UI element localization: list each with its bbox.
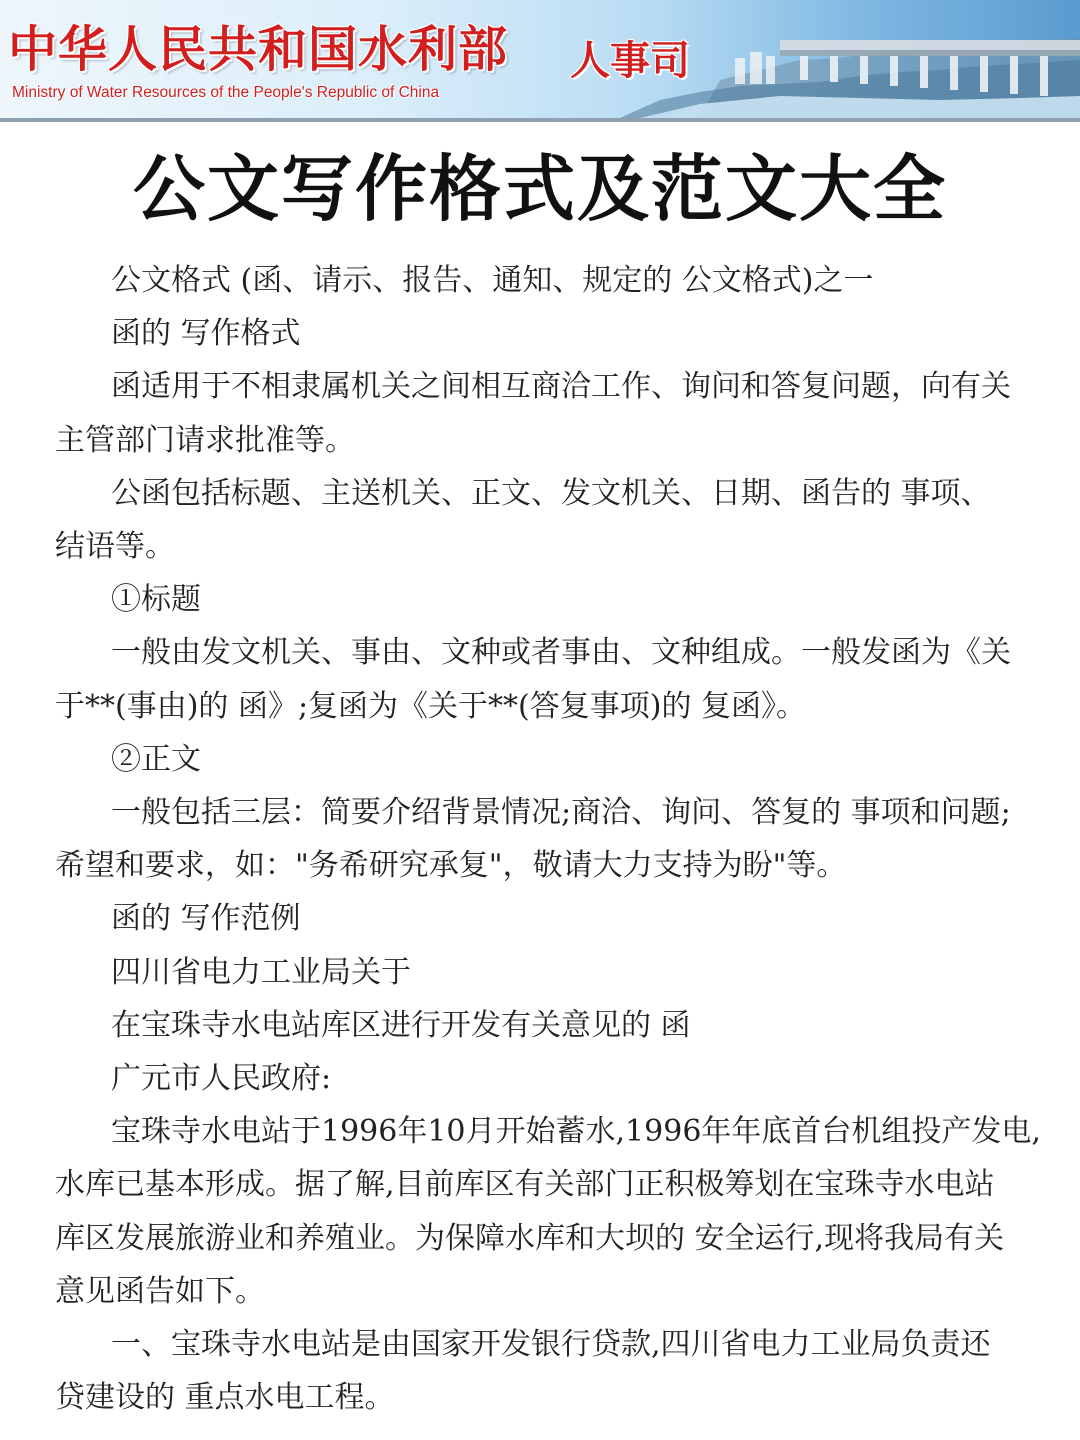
text-line: 在宝珠寺水电站库区进行开发有关意见的 函 — [111, 1007, 691, 1043]
paragraph — [55, 573, 1030, 626]
text-line: 主管部门请求批准等。 — [55, 422, 355, 458]
paragraph — [55, 1318, 1030, 1424]
text-line: ①标题 — [111, 582, 201, 618]
ministry-name-en: Ministry of Water Resources of the People's Republic of China — [12, 84, 440, 101]
text-line: 贷建设的 重点水电工程。 — [55, 1380, 395, 1416]
paragraph — [55, 892, 1030, 945]
paragraph — [55, 1105, 1041, 1318]
text-line: 广元市人民政府: — [111, 1061, 332, 1097]
paragraph — [55, 733, 1030, 786]
text-line: 一、宝珠寺水电站是由国家开发银行贷款,四川省电力工业局负责还 — [111, 1327, 991, 1363]
text-line: 公函包括标题、主送机关、正文、发文机关、日期、函告的 事项、 — [111, 475, 991, 511]
paragraph — [55, 307, 1030, 360]
paragraph — [55, 946, 1030, 999]
text-line: ②正文 — [111, 741, 201, 777]
header-banner — [0, 0, 1080, 122]
ministry-name-cn: 中华人民共和国水利部 — [8, 21, 509, 78]
paragraph — [55, 1052, 1030, 1105]
paragraph — [55, 360, 1030, 466]
paragraph — [55, 626, 1030, 732]
department-name: 人事司 — [570, 38, 690, 84]
text-line: 四川省电力工业局关于 — [111, 954, 411, 990]
text-line: 宝珠寺水电站于1996年10月开始蓄水,1996年年底首台机组投产发电, — [111, 1114, 1041, 1150]
paragraph — [55, 254, 1030, 307]
text-line: 于**(事由)的 函》;复函为《关于**(答复事项)的 复函》。 — [55, 688, 806, 724]
text-line: 结语等。 — [55, 529, 175, 565]
text-line: 水库已基本形成。据了解,目前库区有关部门正积极筹划在宝珠寺水电站 — [55, 1167, 995, 1203]
text-line: 一般包括三层：简要介绍背景情况;商洽、询问、答复的 事项和问题; — [111, 795, 1011, 831]
paragraph — [55, 467, 1030, 573]
text-line: 函的 写作范例 — [111, 901, 301, 937]
text-line: 意见函告如下。 — [55, 1273, 265, 1309]
document-title: 公文写作格式及范文大全 — [132, 146, 947, 231]
text-line: 公文格式 (函、请示、报告、通知、规定的 公文格式)之一 — [111, 263, 874, 298]
text-line: 希望和要求，如："务希研究承复"，敬请大力支持为盼"等。 — [55, 848, 847, 884]
document-body — [55, 254, 1041, 1424]
text-line: 库区发展旅游业和养殖业。为保障水库和大坝的 安全运行,现将我局有关 — [55, 1220, 1005, 1256]
text-line: 一般由发文机关、事由、文种或者事由、文种组成。一般发函为《关 — [111, 635, 1011, 671]
paragraph — [55, 786, 1030, 892]
text-line: 函的 写作格式 — [111, 316, 301, 352]
text-line: 函适用于不相隶属机关之间相互商洽工作、询问和答复问题，向有关 — [111, 369, 1011, 405]
paragraph — [55, 999, 1030, 1052]
